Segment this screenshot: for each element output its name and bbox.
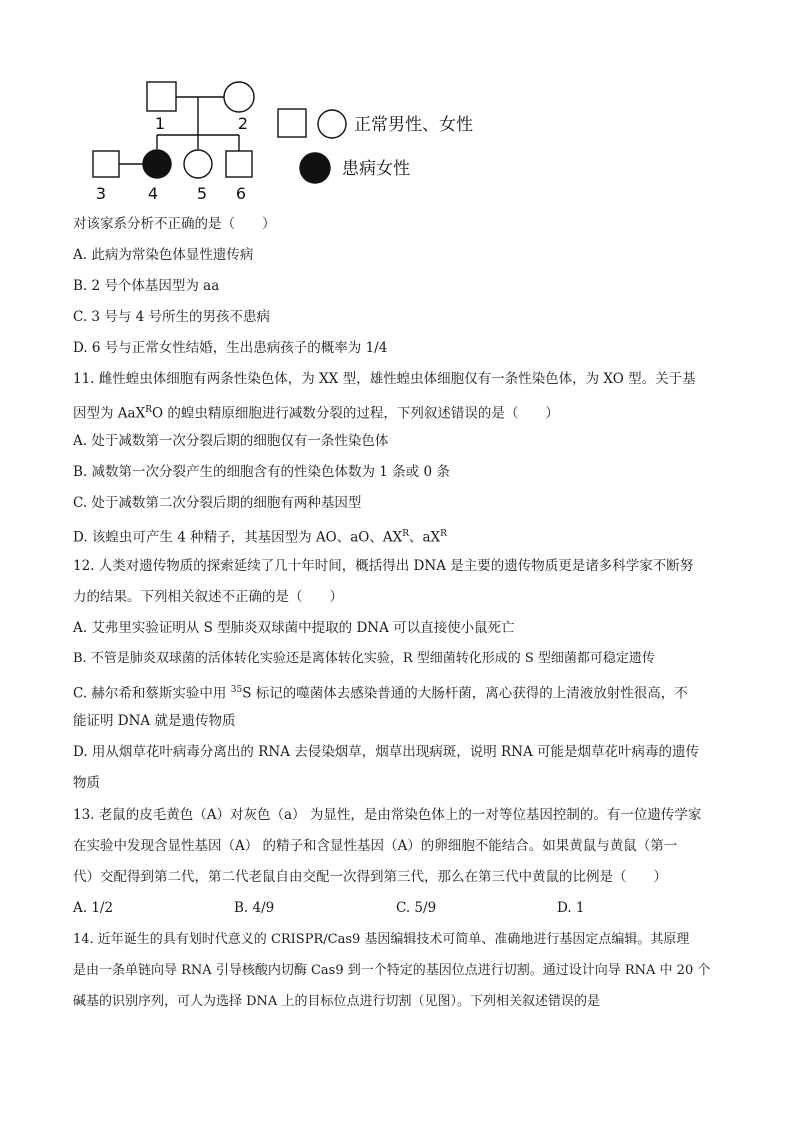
label-2: 2 [237, 114, 249, 133]
q13-option-d: D. 1 [557, 900, 585, 916]
q12-option-d: D. 用从烟草花叶病毒分离出的 RNA 去侵染烟草，烟草出现病斑，说明 RNA 可能是烟草花叶病毒的遗传 [73, 744, 700, 760]
legend-normal-text: 正常男性、女性 [354, 115, 473, 135]
label-3: 3 [95, 184, 107, 203]
q12-option-b: B. 不管是肺炎双球菌的活体转化实验还是离体转化实验，R 型细菌转化形成的 S 型细菌都可稳定遗传 [73, 651, 655, 666]
pedigree-individual-6 [226, 151, 252, 177]
pedigree-individual-1 [147, 82, 176, 111]
q10-option-a: A. 此病为常染色体显性遗传病 [73, 247, 254, 263]
legend-normal-female-icon [318, 110, 346, 138]
pedigree-diagram [84, 76, 473, 206]
q14-line-2: 是由一条单链向导 RNA 引导核酸内切酶 Cas9 到一个特定的基因位点进行切割。通过设计向导 RNA 中 20 个 [73, 963, 711, 978]
q12-option-d-cont: 物质 [73, 775, 100, 791]
q14-line-3: 碱基的识别序列，可人为选择 DNA 上的目标位点进行切割（见图）。下列相关叙述错误的是 [73, 994, 600, 1009]
q13-option-a: A. 1/2 [73, 900, 114, 916]
legend-normal-male-icon [278, 109, 306, 137]
q12-option-a: A. 艾弗里实验证明从 S 型肺炎双球菌中提取的 DNA 可以直接使小鼠死亡 [73, 620, 515, 636]
q12-option-c-cont: 能证明 DNA 就是遗传物质 [73, 713, 236, 729]
q13-line-1: 13. 老鼠的皮毛黄色（A）对灰色（a） 为显性，是由常染色体上的一对等位基因控制的。有一位遗传学家 [73, 807, 702, 823]
pedigree-individual-2 [224, 82, 254, 112]
q13-line-2: 在实验中发现含显性基因（A） 的精子和含显性基因（A）的卵细胞不能结合。如果黄鼠与黄鼠（第一 [73, 838, 678, 854]
q10-option-d: D. 6 号与正常女性结婚，生出患病孩子的概率为 1/4 [73, 340, 388, 356]
q10-stem: 对该家系分析不正确的是（ ） [73, 216, 276, 232]
q11-option-a: A. 处于减数第一次分裂后期的细胞仅有一条性染色体 [73, 433, 389, 449]
q11-option-c: C. 处于减数第二次分裂后期的细胞有两种基因型 [73, 495, 362, 511]
q14-line-1: 14. 近年诞生的具有划时代意义的 CRISPR/Cas9 基因编辑技术可简单、准确地进行基因定点编辑。其原理 [73, 932, 690, 947]
q12-line-2: 力的结果。下列相关叙述不正确的是（ ） [73, 589, 343, 605]
legend-affected-female-icon [300, 153, 330, 183]
label-5: 5 [196, 184, 208, 203]
legend-affected-text: 患病女性 [342, 159, 410, 179]
label-1: 1 [154, 114, 166, 133]
q11-line-2: 因型为 AaX$^R$O 的蝗虫精原细胞进行减数分裂的过程，下列叙述错误的是（ ） [73, 405, 559, 422]
q13-line-3: 代）交配得到第二代，第二代老鼠自由交配一次得到第三代，那么在第三代中黄鼠的比例是（ ） [73, 869, 667, 885]
label-4: 4 [147, 184, 159, 203]
q10-option-c: C. 3 号与 4 号所生的男孩不患病 [73, 309, 270, 325]
q12-line-1: 12. 人类对遗传物质的探索延续了几十年时间，概括得出 DNA 是主要的遗传物质更是诸多科学家不断努 [73, 558, 694, 574]
pedigree-individual-5 [184, 150, 212, 178]
pedigree-individual-4 [143, 150, 171, 178]
q11-option-d: D. 该蝗虫可产生 4 种精子，其基因型为 AO、aO、$AX^R$、$aX^R$ [73, 529, 447, 546]
q13-option-b: B. 4/9 [234, 900, 275, 916]
pedigree-individual-3 [93, 151, 119, 177]
q11-line-1: 11. 雌性蝗虫体细胞有两条性染色体，为 XX 型，雄性蝗虫体细胞仅有一条性染色体，为 XO 型。关于基 [73, 371, 696, 387]
label-6: 6 [235, 184, 247, 203]
q11-option-b: B. 减数第一次分裂产生的细胞含有的性染色体数为 1 条或 0 条 [73, 464, 450, 480]
q10-option-b: B. 2 号个体基因型为 aa [73, 278, 220, 294]
q12-option-c: C. 赫尔希和蔡斯实验中用 $^{35}$S 标记的噬菌体去感染普通的大肠杆菌，离心获得的上清液放射性很高，不 [73, 685, 688, 702]
q13-option-c: C. 5/9 [396, 900, 437, 916]
